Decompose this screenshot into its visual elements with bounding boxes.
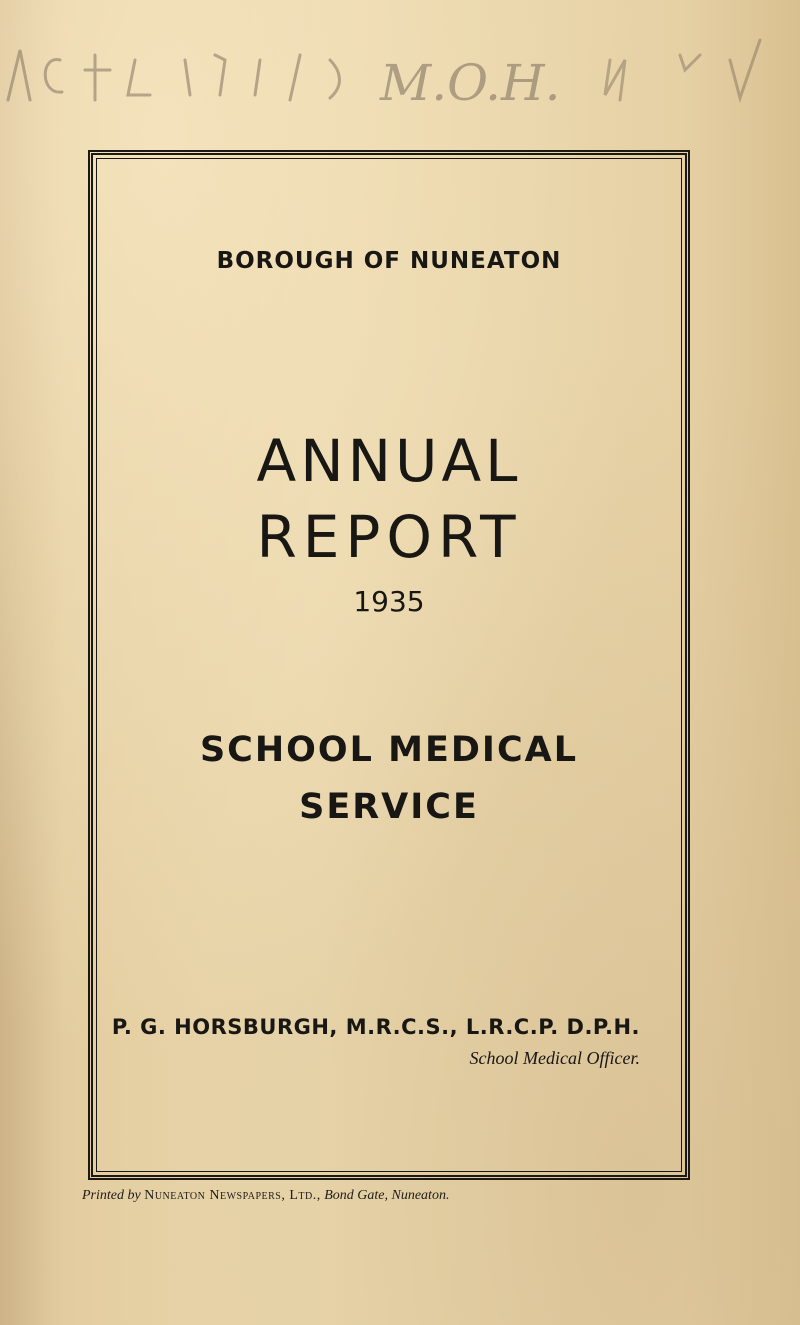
- service-title-line1: SCHOOL MEDICAL: [199, 730, 579, 770]
- imprint-address: Bond Gate, Nuneaton.: [324, 1188, 450, 1203]
- author-role: School Medical Officer.: [469, 1048, 640, 1068]
- printer-imprint: [82, 1188, 449, 1204]
- title-frame: [88, 150, 690, 1180]
- borough-heading: BOROUGH OF NUNEATON: [216, 248, 562, 274]
- title-annual: ANNUAL: [256, 427, 522, 495]
- title-report: REPORT: [256, 503, 522, 571]
- author-name: P. G. HORSBURGH, M.R.C.S., L.R.C.P. D.P.H.: [111, 1015, 640, 1039]
- imprint-prefix: Printed by: [82, 1188, 141, 1203]
- report-year: 1935: [353, 585, 425, 618]
- imprint-printer: Nuneaton Newspapers, Ltd.,: [144, 1188, 321, 1203]
- handwritten-text: M.O.H.: [380, 54, 561, 112]
- service-title-line2: SERVICE: [299, 787, 479, 827]
- handwritten-pencil-note: [0, 0, 800, 130]
